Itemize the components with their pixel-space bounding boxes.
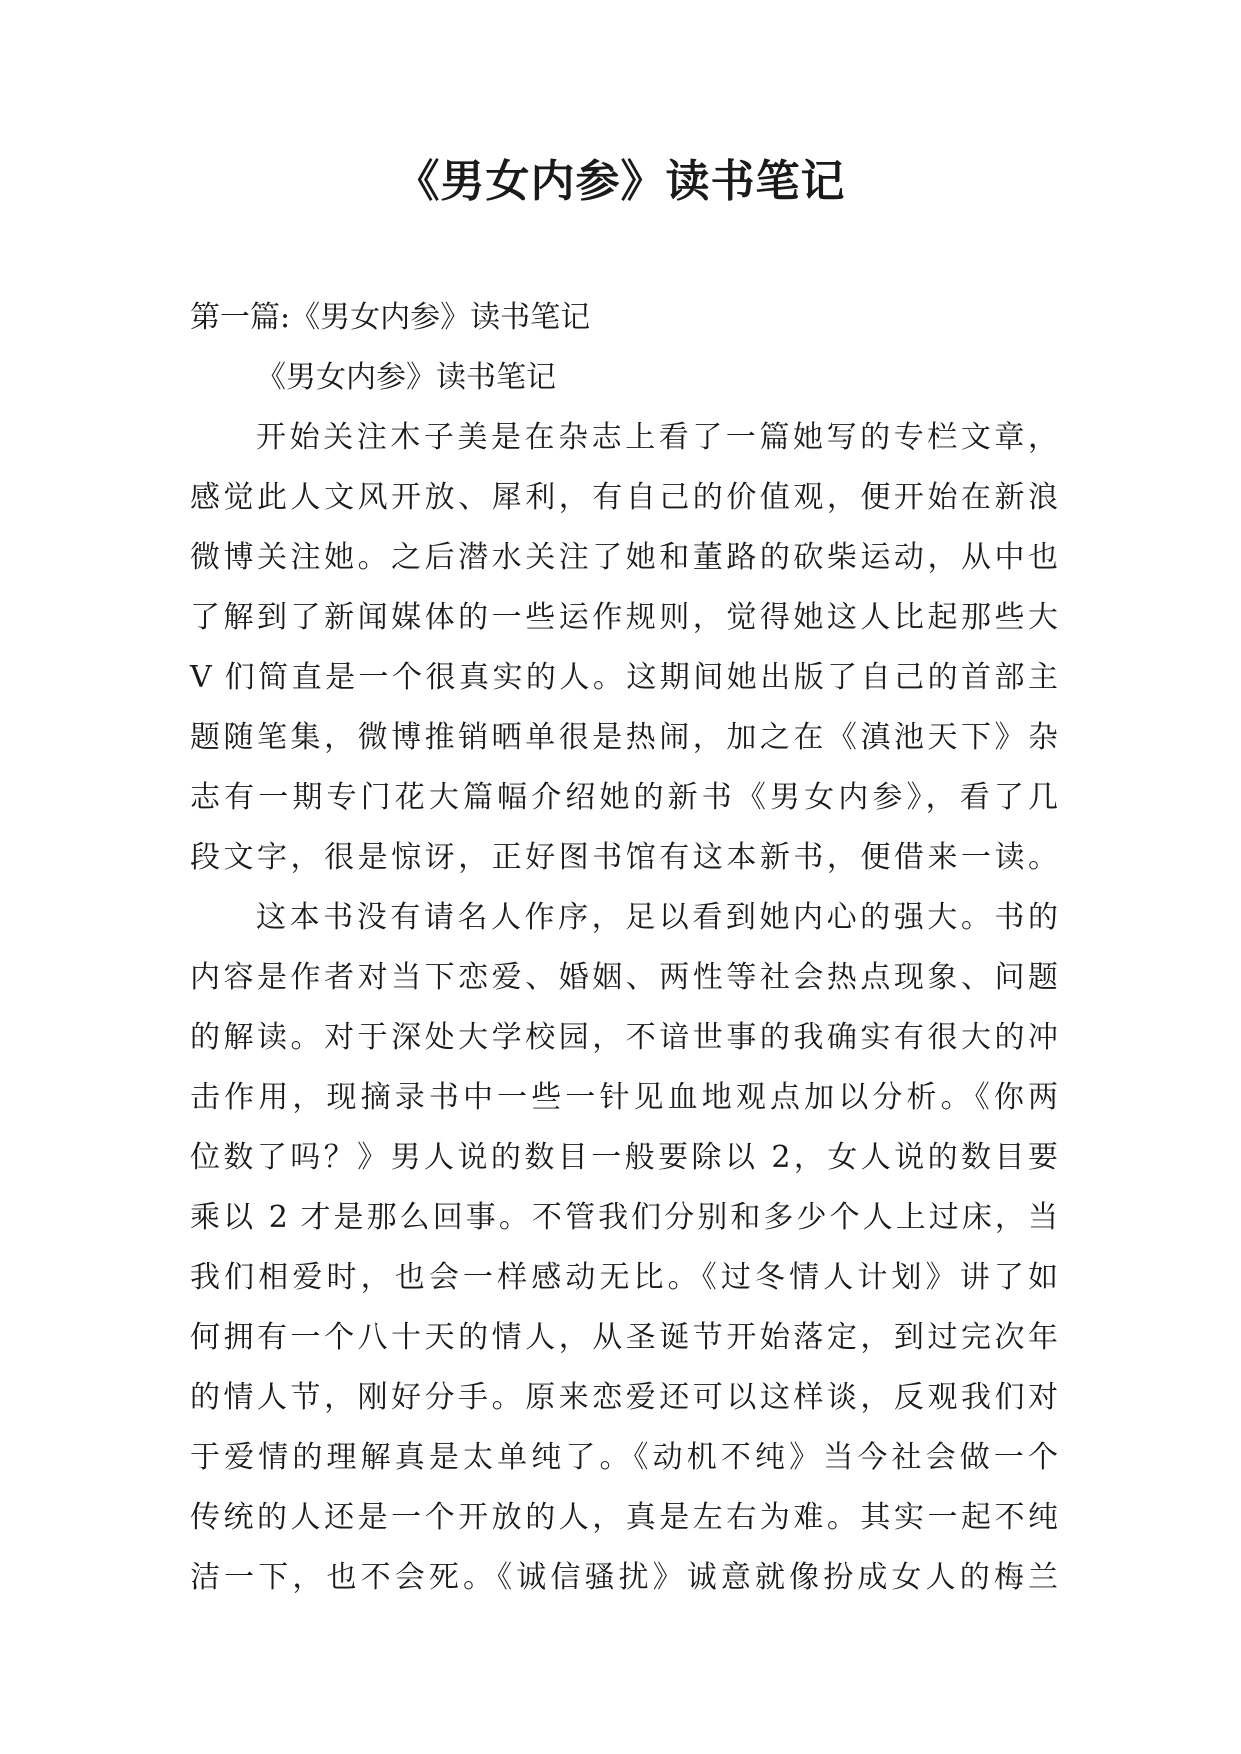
paragraph-line: 题随笔集，微博推销晒单很是热闹，加之在《滇池天下》杂 <box>190 720 1058 755</box>
paragraph-line: 微博关注她。之后潜水关注了她和董路的砍柴运动，从中也 <box>190 540 1058 575</box>
paragraph-line: 的情人节，刚好分手。原来恋爱还可以这样谈，反观我们对 <box>190 1380 1058 1415</box>
paragraph-2 <box>190 888 1058 1608</box>
paragraph-line: 于爱情的理解真是太单纯了。《动机不纯》当今社会做一个 <box>190 1440 1058 1475</box>
paragraph-line: 志有一期专门花大篇幅介绍她的新书《男女内参》，看了几 <box>190 780 1058 815</box>
document-body <box>190 288 1058 1608</box>
paragraph-line: 这本书没有请名人作序，足以看到她内心的强大。书的 <box>256 900 1058 935</box>
paragraph-line: 何拥有一个八十天的情人，从圣诞节开始落定，到过完次年 <box>190 1320 1058 1355</box>
paragraph-line: 位数了吗？》男人说的数目一般要除以 2，女人说的数目要 <box>190 1140 1058 1175</box>
paragraph-line: V 们简直是一个很真实的人。这期间她出版了自己的首部主 <box>190 660 1058 695</box>
paragraph-line: 洁一下，也不会死。《诚信骚扰》诚意就像扮成女人的梅兰 <box>190 1560 1058 1595</box>
paragraph-line: 乘以 2 才是那么回事。不管我们分别和多少个人上过床，当 <box>190 1200 1058 1235</box>
paragraph-line: 传统的人还是一个开放的人，真是左右为难。其实一起不纯 <box>190 1500 1058 1535</box>
section-heading: 第一篇:《男女内参》读书笔记 <box>190 300 591 335</box>
paragraph-line: 击作用，现摘录书中一些一针见血地观点加以分析。《你两 <box>190 1080 1058 1115</box>
paragraph-line: 开始关注木子美是在杂志上看了一篇她写的专栏文章， <box>256 420 1058 455</box>
paragraph-1 <box>190 408 1058 888</box>
paragraph-line: 感觉此人文风开放、犀利，有自己的价值观，便开始在新浪 <box>190 480 1058 515</box>
paragraph-line: 段文字，很是惊讶，正好图书馆有这本新书，便借来一读。 <box>190 840 1058 875</box>
subheading: 《男女内参》读书笔记 <box>256 360 556 395</box>
paragraph-line: 我们相爱时，也会一样感动无比。《过冬情人计划》讲了如 <box>190 1260 1058 1295</box>
document-title: 《男女内参》读书笔记 <box>395 156 846 207</box>
paragraph-line: 了解到了新闻媒体的一些运作规则，觉得她这人比起那些大 <box>190 600 1058 635</box>
paragraph-line: 内容是作者对当下恋爱、婚姻、两性等社会热点现象、问题 <box>190 960 1058 995</box>
paragraph-line: 的解读。对于深处大学校园，不谙世事的我确实有很大的冲 <box>190 1020 1058 1055</box>
